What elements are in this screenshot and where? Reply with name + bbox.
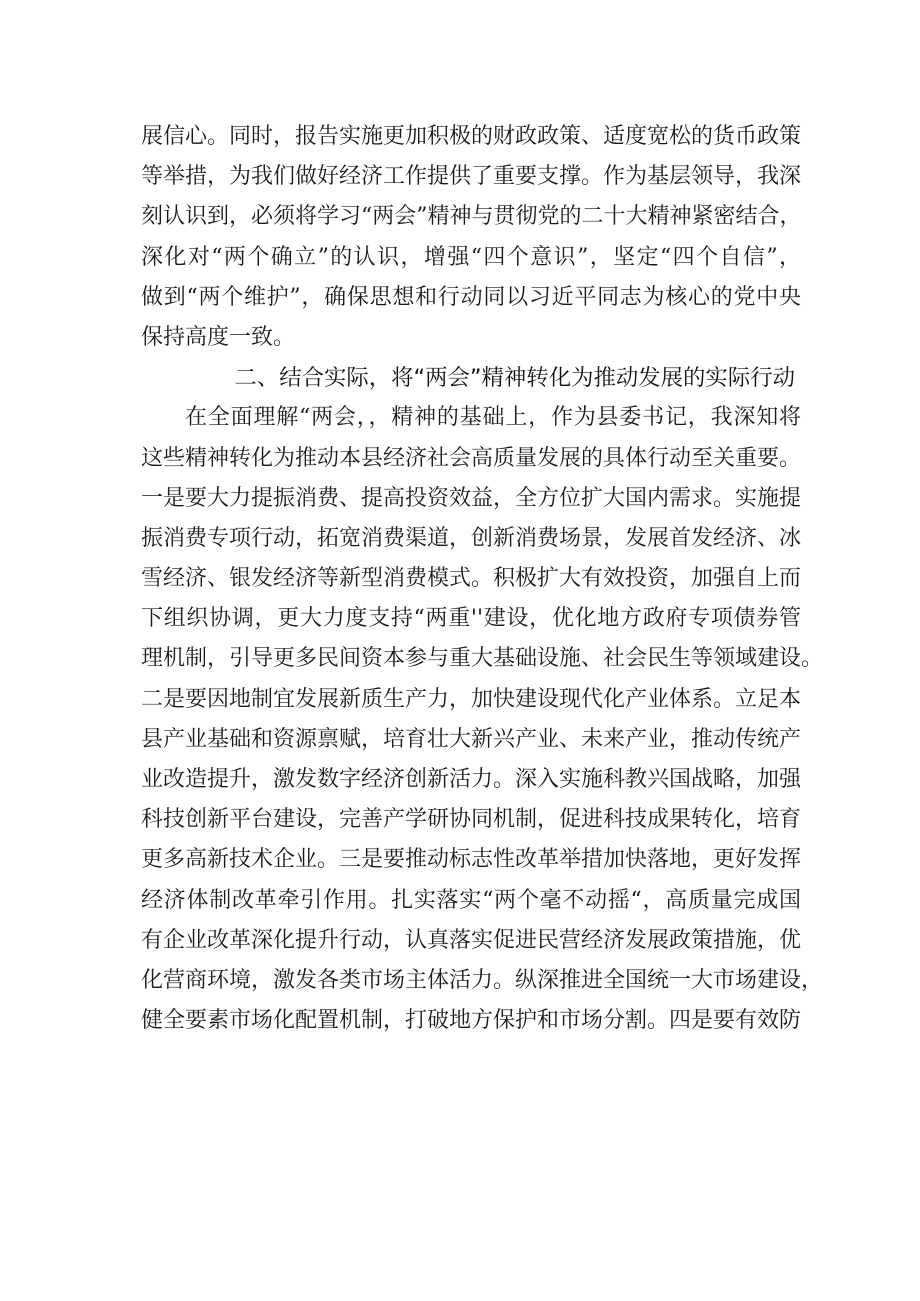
text-line: 化营商环境，激发各类市场主体活力。纵深推进全国统一大市场建设， (141, 967, 824, 993)
text-line: 健全要素市场化配置机制，打破地方保护和市场分割。四是要有效防 (141, 1008, 802, 1034)
text-line: 保持高度一致。 (141, 324, 296, 350)
text-line: 下组织协调，更大力度支持“两重''建设，优化地方政府专项债券管 (141, 606, 801, 632)
text-line: 这些精神转化为推动本县经济社会高质量发展的具体行动至关重要。 (141, 445, 802, 471)
paragraph-2 (141, 398, 824, 1041)
text-line: 业改造提升，激发数字经济创新活力。深入实施科教兴国战略，加强 (141, 767, 802, 792)
text-line: 在全面理解“两会，，精神的基础上，作为县委书记，我深知将 (185, 405, 801, 431)
text-line: 理机制，引导更多民间资本参与重大基础设施、社会民生等领域建设。 (141, 646, 824, 672)
text-line: 深化对“两个确立”的认识，增强“四个意识”，坚定“四个自信”， (141, 244, 801, 270)
text-line: 更多高新技术企业。三是要推动标志性改革举措加快落地，更好发挥 (141, 847, 802, 873)
text-line: 有企业改革深化提升行动，认真落实促进民营经济发展政策措施，优 (141, 927, 802, 953)
text-line: 二是要因地制宜发展新质生产力，加快建设现代化产业体系。立足本 (141, 686, 802, 712)
text-line: 刻认识到，必须将学习“两会”精神与贯彻党的二十大精神紧密结合， (141, 204, 802, 230)
text-line: 做到“两个维护”，确保思想和行动同以习近平同志为核心的党中央 (141, 284, 801, 310)
document-body (141, 117, 824, 1041)
text-line: 展信心。同时，报告实施更加积极的财政政策、适度宽松的货币政策 (141, 124, 802, 149)
text-line: 县产业基础和资源禀赋，培育壮大新兴产业、未来产业，推动传统产 (141, 726, 802, 752)
text-line: 雪经济、银发经济等新型消费模式。积极扩大有效投资，加强自上而 (141, 566, 802, 592)
paragraph-1 (141, 117, 801, 358)
text-line: 一是要大力提振消费、提高投资效益，全方位扩大国内需求。实施提 (141, 485, 802, 511)
section-heading: 二、结合实际，将“两会”精神转化为推动发展的实际行动 (234, 365, 795, 392)
text-line: 振消费专项行动，拓宽消费渠道，创新消费场景，发展首发经济、冰 (141, 525, 802, 551)
text-line: 等举措，为我们做好经济工作提供了重要支撑。作为基层领导，我深 (141, 164, 802, 190)
text-line: 经济体制改革牵引作用。扎实落实“两个毫不动摇“，高质量完成国 (141, 887, 801, 913)
text-line: 科技创新平台建设，完善产学研协同机制，促进科技成果转化，培育 (141, 807, 802, 833)
